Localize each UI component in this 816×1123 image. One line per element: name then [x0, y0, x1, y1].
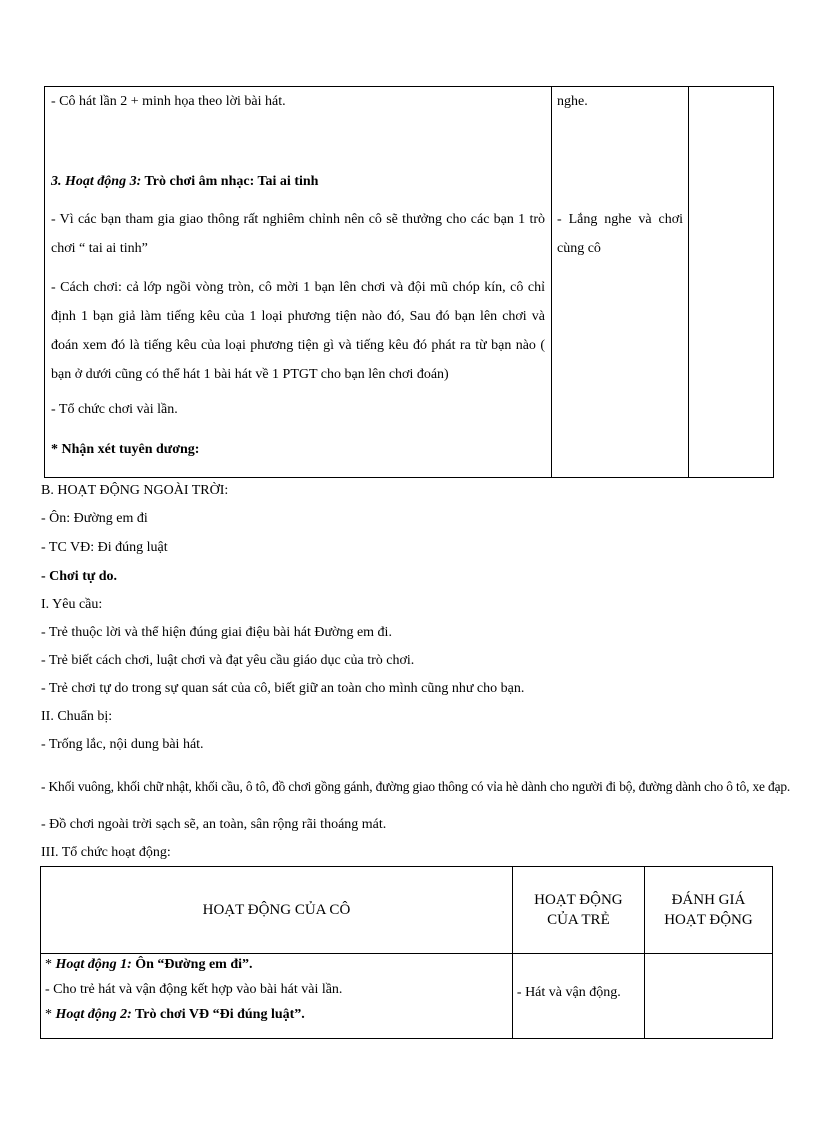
evaluation-column: [689, 87, 773, 477]
activity-3-title: Trò chơi âm nhạc: Tai ai tinh: [141, 174, 319, 189]
activity-3-label: 3. Hoạt động 3:: [51, 174, 142, 189]
organize-line: - Tổ chức chơi vài lần.: [51, 402, 178, 417]
activity-table: [40, 866, 773, 1039]
listen-text: nghe.: [557, 94, 588, 109]
comment-line: * Nhận xét tuyên dương:: [51, 442, 200, 457]
table-header-row: [41, 867, 773, 954]
game-line: - TC VĐ: Đi đúng luật: [41, 540, 168, 555]
activity-2-label: Hoạt động 2:: [55, 1006, 132, 1022]
activity-table-continued: [44, 86, 774, 478]
table-row: [41, 954, 773, 1039]
teacher-activity-cell: [41, 954, 513, 1039]
activity-1-title: Ôn “Đường em đi”.: [131, 957, 253, 972]
child-activity-text: - Hát và vận động.: [516, 985, 621, 1000]
header-child-activity: HOẠT ĐỘNG CỦA TRẺ: [512, 867, 644, 954]
listen-and-play-text: - Lắng nghe và chơi cùng cô: [557, 212, 683, 256]
activity-1-detail: - Cho trẻ hát và vận động kết hợp vào bài hát vài lần.: [45, 981, 343, 997]
activity-2-line: * Hoạt động 2: Trò chơi VĐ “Đi đúng luật”.: [45, 1006, 305, 1022]
activity-3-heading: [51, 173, 545, 192]
header-evaluation: ĐÁNH GIÁ HOẠT ĐỘNG: [644, 867, 772, 954]
preparation-item: - Đồ chơi ngoài trời sạch sẽ, an toàn, sân rộng rãi thoáng mát.: [41, 817, 387, 832]
evaluation-cell: [644, 954, 772, 1039]
organization-heading: III. Tổ chức hoạt động:: [41, 845, 171, 860]
free-play-line: - Chơi tự do.: [41, 569, 118, 584]
activity-1-line: * Hoạt động 1: Ôn “Đường em đi”.: [45, 957, 253, 972]
preparation-item: - Khối vuông, khối chữ nhật, khối cầu, ô tô, đồ chơi gồng gánh, đường giao thông có vỉa hè dành cho người đi bộ, đường dành cho ô tô, xe đạp.: [41, 779, 791, 794]
requirement-item: - Trẻ biết cách chơi, luật chơi và đạt yêu cầu giáo dục của trò chơi.: [41, 653, 415, 668]
sing-again-line: - Cô hát lần 2 + minh họa theo lời bài hát.: [51, 94, 286, 109]
activity-2-title: Trò chơi VĐ “Đi đúng luật”.: [131, 1006, 305, 1022]
game-rules-paragraph: - Cách chơi: cả lớp ngồi vòng tròn, cô mời 1 bạn lên chơi và đội mũ chóp kín, cô chỉ định 1 bạn giả làm tiếng kêu của 1 loại phương tiện nào đó, Sau đó bạn lên chơi và đoán xem đó là tiếng kêu của loại phương tiện gì và tiếng kêu đó phát ra từ bạn nào ( bạn ở dưới cũng có thể hát 1 bài hát về 1 PTGT cho bạn lên chơi đoán): [51, 280, 545, 382]
teacher-activity-column: [45, 87, 552, 477]
header-teacher-activity: HOẠT ĐỘNG CỦA CÔ: [41, 867, 513, 954]
requirements-heading: I. Yêu cầu:: [41, 597, 103, 612]
requirement-item: - Trẻ chơi tự do trong sự quan sát của cô, biết giữ an toàn cho mình cũng như cho bạn.: [41, 681, 525, 696]
child-activity-column: [552, 87, 689, 477]
preparation-heading: II. Chuẩn bị:: [41, 709, 113, 724]
child-activity-cell: [512, 954, 644, 1039]
requirement-item: - Trẻ thuộc lời và thể hiện đúng giai điệu bài hát Đường em đi.: [41, 625, 392, 640]
activity-1-label: Hoạt động 1:: [55, 957, 132, 972]
outdoor-heading: B. HOẠT ĐỘNG NGOÀI TRỜI:: [41, 483, 229, 498]
preparation-item: - Trống lắc, nội dung bài hát.: [41, 737, 204, 752]
reward-paragraph: - Vì các bạn tham gia giao thông rất nghiêm chỉnh nên cô sẽ thưởng cho các bạn 1 trò chơi “ tai ai tinh”: [51, 212, 545, 256]
review-line: - Ôn: Đường em đi: [41, 511, 148, 526]
